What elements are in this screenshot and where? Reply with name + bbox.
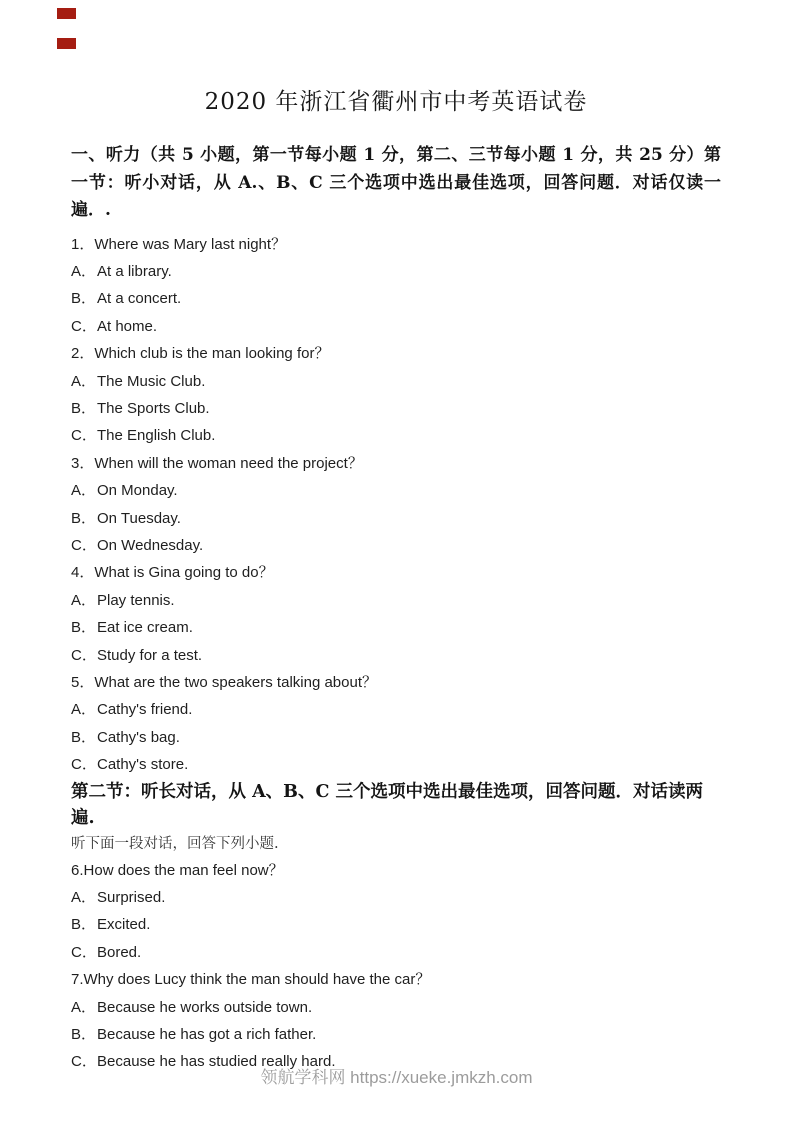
option-label: A． [71, 998, 97, 1016]
option-line [71, 751, 721, 778]
option-label: A． [71, 701, 97, 719]
option-line [71, 724, 721, 751]
watermark: 领航学科网 https://xueke.jmkzh.com [260, 1068, 533, 1087]
option-line [71, 422, 721, 449]
option-text: At home. [97, 317, 158, 335]
question-number: 5． [71, 674, 95, 691]
option-line [71, 505, 721, 532]
option-line [71, 477, 721, 504]
option-label: A． [71, 482, 97, 500]
option-label: C． [71, 756, 97, 774]
question-line [71, 231, 721, 258]
option-line [71, 1021, 721, 1048]
question-block-5 [71, 669, 721, 779]
option-label: A． [71, 889, 97, 907]
question-line [71, 669, 721, 696]
option-label: B． [71, 619, 97, 637]
option-text: Study for a test. [97, 646, 203, 664]
option-label: C． [71, 1053, 97, 1071]
option-text: At a library. [97, 262, 172, 280]
option-line [71, 532, 721, 559]
question-text: What are the two speakers talking about？ [94, 674, 377, 691]
option-line [71, 642, 721, 669]
option-text: Cathy's friend. [97, 701, 193, 719]
question-block-1 [71, 231, 721, 341]
option-line [71, 368, 721, 395]
option-label: C． [71, 427, 97, 445]
question-line [71, 966, 721, 993]
option-label: B． [71, 916, 97, 934]
question-number: 6. [71, 861, 84, 879]
question-block-2 [71, 340, 721, 450]
option-text: On Monday. [97, 482, 178, 500]
option-text: Surprised. [97, 889, 166, 907]
option-label: C． [71, 536, 97, 554]
question-text: Which club is the man looking for？ [94, 345, 330, 363]
question-text: Where was Mary last night？ [94, 235, 287, 253]
option-label: C． [71, 943, 97, 961]
option-line [71, 258, 721, 285]
option-text: Because he has studied really hard. [97, 1053, 336, 1071]
section2-header: 第二节：听长对话，从 A、B、C 三个选项中选出最佳选项，回答问题．对话读两遍. [71, 781, 703, 828]
question-block-4 [71, 559, 721, 669]
question-line [71, 340, 721, 367]
option-line [71, 395, 721, 422]
option-label: B． [71, 509, 97, 527]
option-line [71, 911, 721, 938]
option-line [71, 696, 721, 723]
question-line [71, 857, 721, 884]
option-text: The Music Club. [97, 372, 206, 390]
option-label: B． [71, 728, 97, 746]
option-line [71, 939, 721, 966]
option-label: B． [71, 399, 97, 417]
option-line [71, 587, 721, 614]
document-content [71, 0, 721, 1076]
option-text: Eat ice cream. [97, 619, 193, 637]
section2-note: 听下面一段对话，回答下列小题. [71, 835, 279, 852]
question-number: 3． [71, 454, 95, 472]
question-block-6 [71, 857, 721, 967]
option-line [71, 614, 721, 641]
option-text: The Sports Club. [97, 399, 210, 417]
option-label: C． [71, 646, 97, 664]
section1-header: 一、听力（共 5 小题，第一节每小题 1 分，第二、三节每小题 1 分，共 25 分）第一节：听小对话，从 A.、B、C 三个选项中选出最佳选项，回答问题．对话仅读一遍．. [71, 145, 721, 220]
option-text: The English Club. [97, 427, 216, 445]
option-label: A． [71, 591, 97, 609]
option-line [71, 285, 721, 312]
option-label: A． [71, 372, 97, 390]
question-number: 4． [71, 564, 95, 582]
question-text: What is Gina going to do？ [94, 564, 274, 582]
option-text: At a concert. [97, 290, 182, 308]
question-text: Why does Lucy think the man should have the car？ [83, 971, 431, 989]
question-number: 7. [71, 971, 84, 989]
option-label: B． [71, 1026, 97, 1044]
question-text: When will the woman need the project？ [94, 454, 363, 472]
option-line [71, 313, 721, 340]
page-title: 2020 年浙江省衢州市中考英语试卷 [204, 89, 588, 115]
option-label: C． [71, 317, 97, 335]
question-block-7 [71, 966, 721, 1076]
option-text: Excited. [97, 916, 151, 934]
question-line [71, 559, 721, 586]
option-line [71, 884, 721, 911]
question-number: 2． [71, 345, 95, 363]
question-text: How does the man feel now？ [83, 861, 284, 879]
option-label: B． [71, 290, 97, 308]
option-text: Cathy's store. [97, 756, 189, 774]
option-text: Play tennis. [97, 591, 175, 609]
option-text: Cathy's bag. [97, 728, 180, 746]
option-line [71, 994, 721, 1021]
question-block-3 [71, 450, 721, 560]
option-text: On Tuesday. [97, 509, 181, 527]
question-line [71, 450, 721, 477]
option-text: Because he has got a rich father. [97, 1026, 317, 1044]
option-text: On Wednesday. [97, 536, 204, 554]
option-text: Bored. [97, 943, 142, 961]
option-label: A． [71, 262, 97, 280]
option-text: Because he works outside town. [97, 998, 313, 1016]
question-number: 1． [71, 235, 95, 253]
